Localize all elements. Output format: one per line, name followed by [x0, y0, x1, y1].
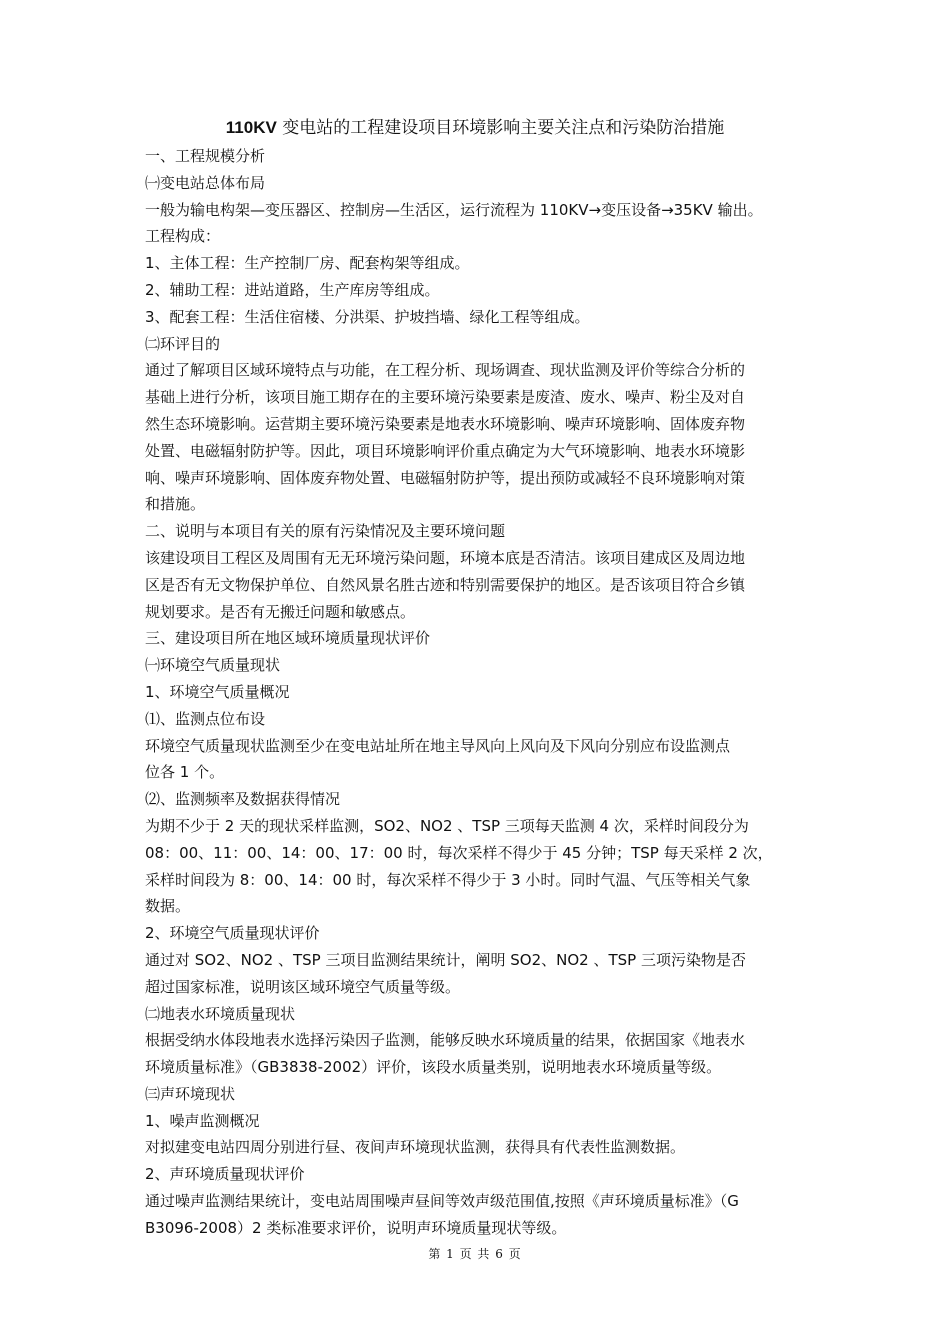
text-line: 然生态环境影响。运营期主要环境污染要素是地表水环境影响、噪声环境影响、固体废弃物 [145, 414, 746, 433]
text-line: 根据受纳水体段地表水选择污染因子监测，能够反映水环境质量的结果，依据国家《地表水 [145, 1031, 746, 1050]
document-body [145, 143, 815, 1242]
text-line: 处置、电磁辐射防护等。因此，项目环境影响评价重点确定为大气环境影响、地表水环境影 [145, 441, 746, 460]
text-line: 工程构成： [145, 227, 221, 246]
text-line: 通过噪声监测结果统计，变电站周围噪声昼间等效声级范围值,按照《声环境质量标准》（G [145, 1192, 739, 1211]
text-line: 通过了解项目区域环境特点与功能，在工程分析、现场调查、现状监测及评价等综合分析的 [145, 361, 746, 380]
text-line: 3、配套工程：生活住宿楼、分洪渠、护坡挡墙、绿化工程等组成。 [145, 307, 590, 326]
text-line: 和措施。 [145, 495, 206, 514]
text-line: ⑴、监测点位布设 [145, 709, 266, 728]
text-line: 数据。 [145, 897, 191, 916]
text-line: ㈡环评目的 [145, 334, 221, 353]
text-line: 位各 1 个。 [145, 763, 225, 782]
text-line: 2、辅助工程：进站道路，生产库房等组成。 [145, 280, 440, 299]
text-line: 为期不少于 2 天的现状采样监测，SO2、NO2 、TSP 三项每天监测 4 次，采样时间段分为 [145, 816, 749, 835]
text-line: ㈢声环境现状 [145, 1084, 236, 1103]
text-line: 环境质量标准》（GB3838-2002）评价，该段水质量类别，说明地表水环境质量等级。 [145, 1058, 722, 1077]
text-line: ㈠变电站总体布局 [145, 173, 266, 192]
text-line: 2、声环境质量现状评价 [145, 1165, 305, 1184]
document-title [0, 116, 950, 140]
text-line: 规划要求。是否有无搬迁问题和敏感点。 [145, 602, 416, 621]
text-line: 采样时间段为 8：00、14：00 时，每次采样不得少于 3 小时。同时气温、气压等相关气象 [145, 870, 751, 889]
text-line: 1、噪声监测概况 [145, 1111, 260, 1130]
page-footer: 第 1 页 共 6 页 [428, 1247, 522, 1261]
text-line: B3096-2008）2 类标准要求评价，说明声环境质量现状等级。 [145, 1218, 567, 1237]
text-line: 2、环境空气质量现状评价 [145, 924, 320, 943]
text-line: 08：00、11：00、14：00、17：00 时，每次采样不得少于 45 分钟；TSP 每天采样 2 次， [145, 843, 773, 862]
text-line: ㈡地表水环境质量现状 [145, 1004, 296, 1023]
title-text: 变电站的工程建设项目环境影响主要关注点和污染防治措施 [276, 118, 725, 138]
text-line: 超过国家标准，说明该区域环境空气质量等级。 [145, 977, 461, 996]
text-line: 对拟建变电站四周分别进行昼、夜间声环境现状监测，获得具有代表性监测数据。 [145, 1138, 686, 1157]
text-line: 区是否有无文物保护单位、自然风景名胜古迹和特别需要保护的地区。是否该项目符合乡镇 [145, 575, 746, 594]
text-line: ⑵、监测频率及数据获得情况 [145, 790, 341, 809]
text-line: 1、环境空气质量概况 [145, 682, 290, 701]
text-line: 该建设项目工程区及周围有无无环境污染问题，环境本底是否清洁。该项目建成区及周边地 [145, 548, 746, 567]
text-line: 通过对 SO2、NO2 、TSP 三项目监测结果统计，阐明 SO2、NO2 、TSP 三项污染物是否 [145, 950, 746, 969]
text-line: ㈠环境空气质量现状 [145, 656, 281, 675]
text-line: 一般为输电构架—变压器区、控制房—生活区，运行流程为 110KV→变压设备→35KV 输出。 [145, 200, 763, 219]
text-line: 基础上进行分析，该项目施工期存在的主要环境污染要素是废渣、废水、噪声、粉尘及对自 [145, 388, 746, 407]
text-line: 环境空气质量现状监测至少在变电站址所在地主导风向上风向及下风向分别应布设监测点 [145, 736, 731, 755]
text-line: 一、工程规模分析 [145, 147, 266, 165]
text-line: 响、噪声环境影响、固体废弃物处置、电磁辐射防护等，提出预防或减轻不良环境影响对策 [145, 468, 746, 487]
title-bold-part: 110KV [225, 118, 277, 137]
text-line: 三、建设项目所在地区域环境质量现状评价 [145, 629, 431, 648]
text-line: 1、主体工程：生产控制厂房、配套构架等组成。 [145, 254, 470, 273]
text-line: 二、说明与本项目有关的原有污染情况及主要环境问题 [145, 522, 506, 541]
